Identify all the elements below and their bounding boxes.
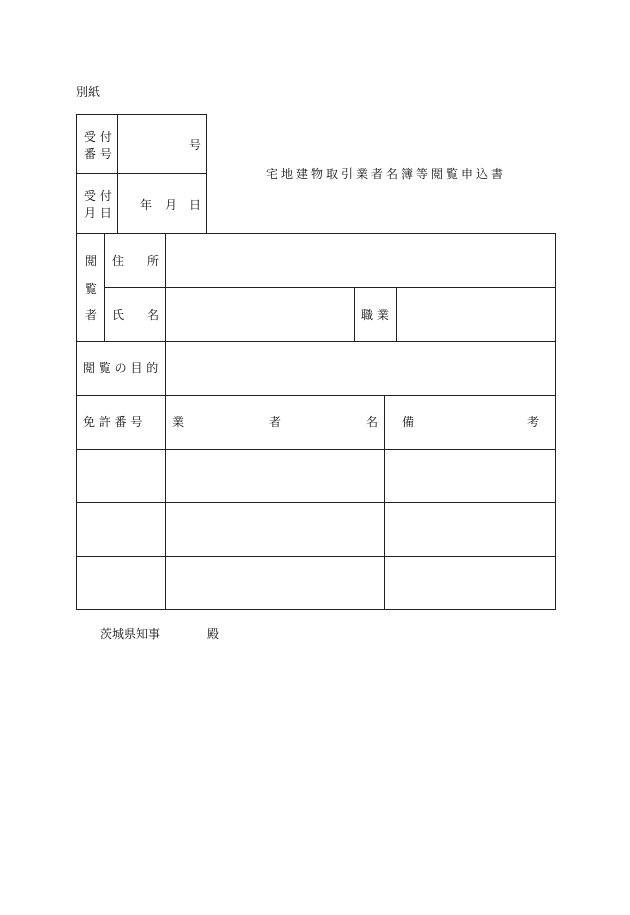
license-number-header: 免 許 番 号 [83, 415, 143, 429]
viewer-label-2: 覧 [85, 282, 98, 296]
addressee: 茨城県知事 [100, 627, 161, 641]
viewer-label-1: 閲 [85, 254, 98, 268]
annex-label: 別紙 [76, 85, 101, 99]
address-label-2: 所 [147, 254, 160, 268]
receipt-month-label: 月 [165, 198, 178, 212]
receipt-day-label: 日 [189, 198, 202, 212]
occupation-label: 職 業 [361, 308, 389, 322]
honorific: 殿 [207, 627, 220, 641]
receipt-number-label-2: 番 号 [84, 147, 112, 161]
receipt-date-label-2: 月 日 [84, 206, 112, 220]
remarks-header-2: 考 [527, 415, 540, 429]
address-label-1: 住 [112, 254, 125, 268]
remarks-header-1: 備 [402, 415, 415, 429]
business-name-header-1: 業 [172, 415, 185, 429]
receipt-number-suffix: 号 [189, 138, 202, 152]
receipt-year-label: 年 [140, 198, 153, 212]
name-label-2: 名 [147, 308, 160, 322]
receipt-date-label-1: 受 付 [84, 189, 112, 203]
form-title: 宅地建物取引業者名簿等閲覧申込書 [266, 167, 507, 181]
business-name-header-3: 名 [366, 415, 379, 429]
receipt-number-label-1: 受 付 [84, 130, 112, 144]
purpose-label: 閲 覧 の 目 的 [83, 361, 159, 375]
viewer-label-3: 者 [85, 308, 98, 322]
business-name-header-2: 者 [269, 415, 282, 429]
name-label-1: 氏 [112, 308, 125, 322]
